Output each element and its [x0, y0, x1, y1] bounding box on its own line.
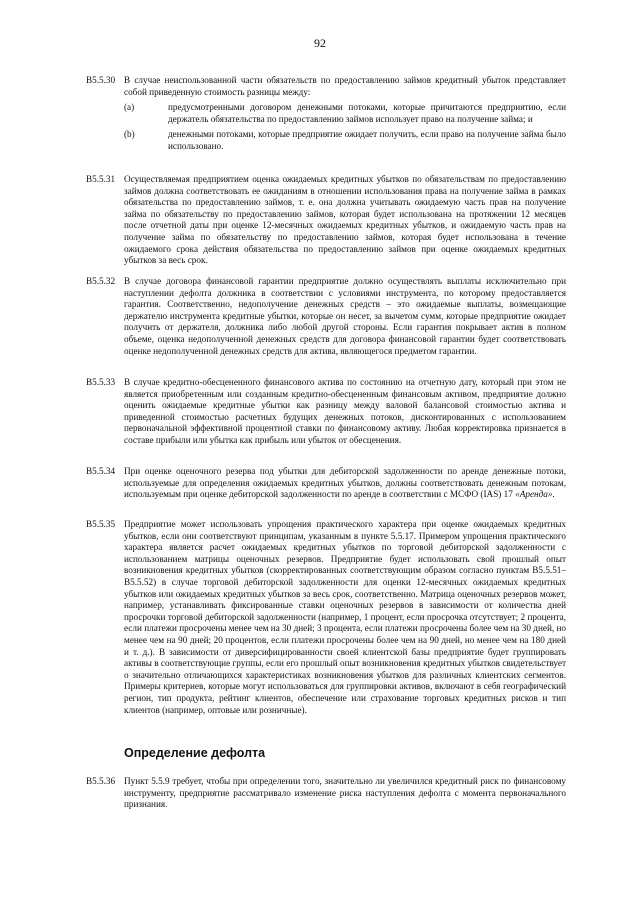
- paragraph-b5-5-35: [86, 519, 566, 716]
- paragraph-text-end: .: [552, 489, 555, 500]
- paragraph-b5-5-31: [86, 174, 566, 267]
- paragraph-number: B5.5.36: [86, 776, 116, 786]
- paragraph-text: В случае неиспользованной части обязательств по предоставлению займов кредитный убыток представляет собой приведенную стоимость разницы между:: [124, 75, 566, 97]
- paragraph-number: B5.5.33: [86, 377, 116, 387]
- paragraph-number: B5.5.34: [86, 466, 116, 476]
- sub-item-a: [124, 102, 566, 125]
- sub-item-text: предусмотренными договором денежными потоками, которые причитаются предприятию, если держатель обязательства по предоставлению займов использует право на получение займа; и: [168, 102, 566, 124]
- page-number: 92: [314, 36, 326, 50]
- standard-title: «Аренда»: [515, 489, 553, 500]
- sub-item-letter: (b): [124, 129, 135, 140]
- paragraph-text: Пункт 5.5.9 требует, чтобы при определении того, значительно ли увеличился кредитный риск по финансовому инструменту, предприятие рассматривало изменение риска наступления дефолта с момента первоначального признания.: [124, 776, 566, 810]
- paragraph-text: Осуществляемая предприятием оценка ожидаемых кредитных убытков по обязательствам по предоставлению займов должна соответствовать ее ожиданиям в отношении использования права на получение займа в рамках обязательства по предоставлению займов, т. е. она должна учитывать ожидаемую часть прав на получение займа по обязательству по предоставлению займов, которая будет использована на протяжении 12 месяцев после отчетной даты при оценке 12-месячных ожидаемых кредитных убытков, и ожидаемую часть прав на получение займа по обязательству по предоставлению займов, которая будет использована в течение ожидаемого срока действия обязательства по предоставлению займов при оценке ожидаемых кредитных убытков за весь срок.: [124, 174, 566, 266]
- paragraph-b5-5-32: [86, 276, 566, 357]
- paragraph-text: Предприятие может использовать упрощения практического характера при оценке ожидаемых кредитных убытков, если они соответствуют принципам, указанным в пункте 5.5.17. Примером упрощения практического характера является расчет ожидаемых кредитных убытков по торговой дебиторской задолженности с использованием матрицы оценочных резервов. Предприятие будет использовать свой прошлый опыт возникновения кредитных убытков (скорректированных соответствующим образом согласно пунктам B5.5.51–B5.5.52) в случае торговой дебиторской задолженности для оценки 12-месячных ожидаемых кредитных убытков или ожидаемых кредитных убытков за весь срок, соответственно. Матрица оценочных резервов может, например, устанавливать фиксированные ставки оценочных резервов в зависимости от количества дней просрочки торговой дебиторской задолженности (например, 1 процент, если просрочка отсутствует; 2 процента, если платежи просрочены менее чем на 30 дней; 3 процента, если платежи просрочены более чем на 30 дней, но менее чем на 90 дней; 20 процентов, если платежи просрочены более чем на 90 дней, но менее чем на 180 дней и т. д.). В зависимости от диверсифицированности своей клиентской базы предприятие будет группировать активы в соответствующие группы, если его прошлый опыт возникновения кредитных убытков свидетельствует о значительно отличающихся характеристиках возникновения убытков для различных клиентских сегментов. Примеры критериев, которые могут использоваться для группировки активов, включают в себя географический регион, тип продукта, рейтинг клиентов, обеспечение или страхование торговых кредитных рисков и тип клиентов (например, оптовые или розничные).: [124, 519, 566, 715]
- paragraph-b5-5-34: [86, 466, 566, 501]
- paragraph-text-main: При оценке оценочного резерва под убытки для дебиторской задолженности по аренде денежные потоки, используемые для определения ожидаемых кредитных убытков, должны соответствовать денежным потокам, используемым при оценке дебиторской задолженности по аренде в соответствии с МСФО (IAS) 17: [124, 466, 566, 500]
- paragraph-number: B5.5.32: [86, 276, 116, 286]
- section-heading: Определение дефолта: [124, 746, 266, 760]
- sub-item-text: денежными потоками, которые предприятие ожидает получить, если право на получение займа было использовано.: [168, 129, 566, 151]
- paragraph-number: B5.5.35: [86, 519, 116, 529]
- paragraph-text: [124, 466, 566, 501]
- paragraph-b5-5-36: [86, 776, 566, 811]
- sub-item-letter: (a): [124, 102, 135, 113]
- paragraph-b5-5-33: [86, 377, 566, 447]
- paragraph-number: B5.5.30: [86, 75, 116, 85]
- sub-item-b: [124, 129, 566, 152]
- paragraph-text: В случае договора финансовой гарантии предприятие должно осуществлять выплаты исключительно при наступлении дефолта должника в соответствии с условиями инструмента, по которому предоставляется гарантия. Соответственно, недополучение денежных средств – это ожидаемые выплаты, возмещающие держателю инструмента кредитные убытки, которые он несет, за вычетом сумм, которые предприятие ожидает получить от держателя, должника либо любой другой стороны. Если гарантия покрывает актив в полном объеме, оценка недополученной денежных средств для договора финансовой гарантии будет соответствовать оценке недополученной денежных средств для актива, являющегося предметом гарантии.: [124, 276, 566, 356]
- paragraph-number: B5.5.31: [86, 174, 116, 184]
- paragraph-text: В случае кредитно-обесцененного финансового актива по состоянию на отчетную дату, который при этом не является приобретенным или созданным кредитно-обесцененным финансовым активом, предприятие должно оценить ожидаемые кредитные убытки как разницу между валовой балансовой стоимостью актива и приведенной стоимостью расчетных будущих денежных потоков, дисконтированных с использованием первоначальной эффективной процентной ставки по финансовому активу. Любая корректировка признается в составе прибыли или убытка как прибыль или убыток от обесценения.: [124, 377, 566, 445]
- paragraph-b5-5-30: [86, 75, 566, 153]
